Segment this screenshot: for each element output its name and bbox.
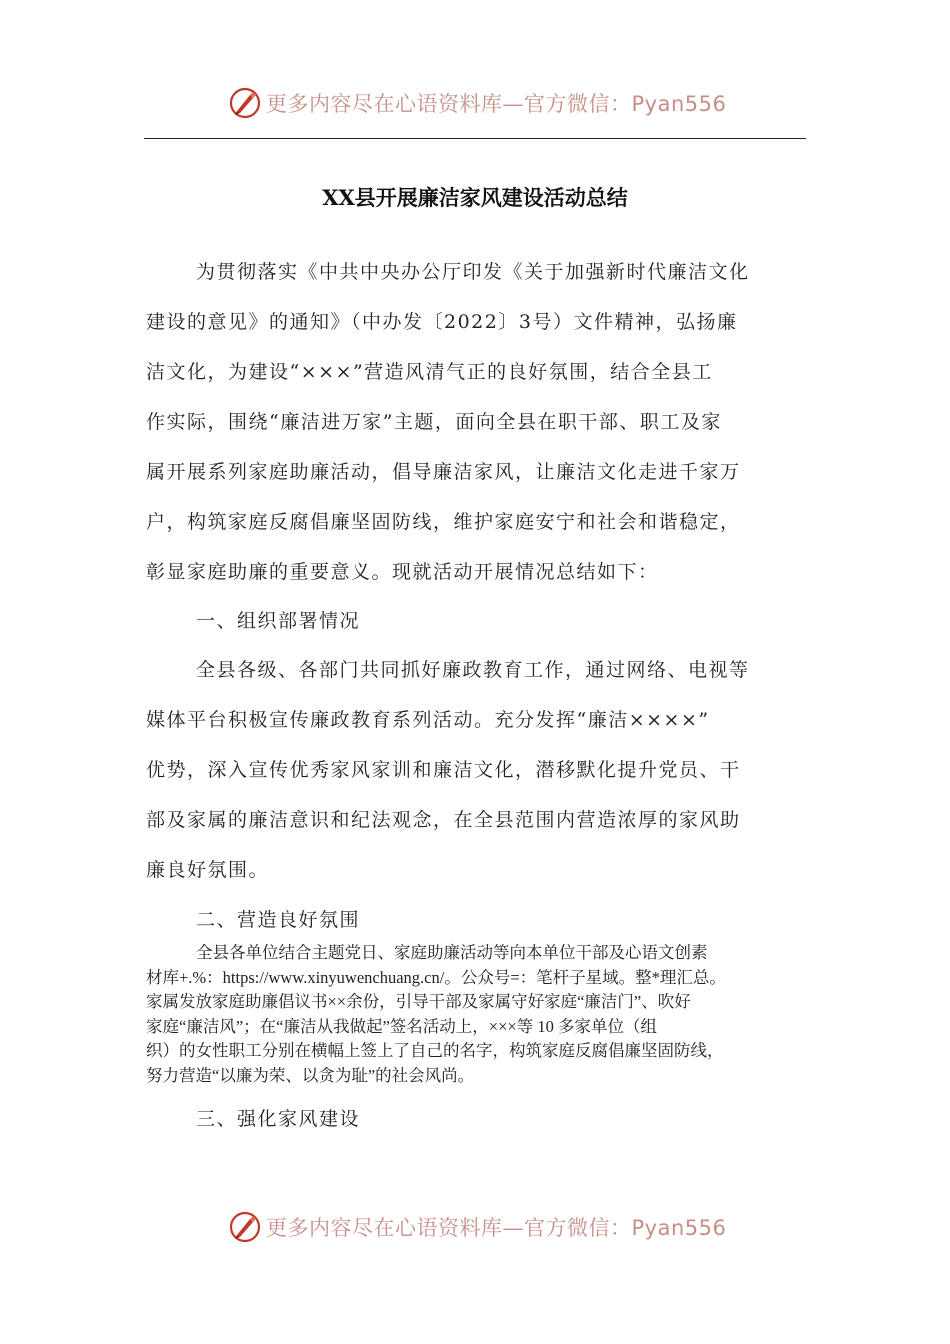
document-title: XX县开展廉洁家风建设活动总结 — [322, 185, 628, 210]
banner-text — [266, 1212, 726, 1242]
paragraph-line: 廉良好氛围。 — [146, 859, 270, 881]
paragraph-line: 作实际，围绕“廉洁进万家”主题，面向全县在职干部、职工及家 — [146, 411, 722, 433]
paragraph-line: 户，构筑家庭反腐倡廉坚固防线，维护家庭安宁和社会和谐稳定， — [146, 511, 741, 533]
banner-text — [266, 88, 726, 118]
paragraph-line: 优势，深入宣传优秀家风家训和廉洁文化，潜移默化提升党员、干 — [146, 759, 741, 781]
paragraph-line: 努力营造“以廉为荣、以贪为耻”的社会风尚。 — [146, 1065, 475, 1085]
paragraph-line: 为贯彻落实《中共中央办公厅印发《关于加强新时代廉洁文化 — [196, 261, 750, 283]
paragraph-line: 家属发放家庭助廉倡议书××余份，引导干部及家属守好家庭“廉洁门”、吹好 — [146, 992, 691, 1011]
banner-slogan: 更多内容尽在心语资料库—官方微信： — [266, 92, 632, 116]
paragraph-line: 全县各级、各部门共同抓好廉政教育工作，通过网络、电视等 — [196, 659, 750, 681]
intro-paragraph — [146, 247, 806, 597]
header-banner — [0, 84, 950, 124]
paragraph-line: 建设的意见》的通知》（中办发〔2022〕3号）文件精神，弘扬廉 — [146, 311, 738, 333]
paragraph-line: 部及家属的廉洁意识和纪法观念，在全县范围内营造浓厚的家风助 — [146, 809, 741, 831]
paragraph-line: 洁文化，为建设“×××”营造风清气正的良好氛围，结合全县工 — [146, 361, 713, 383]
paragraph-line: 属开展系列家庭助廉活动，倡导廉洁家风，让廉洁文化走进千家万 — [146, 461, 741, 483]
paragraph-line: 织）的女性职工分别在横幅上签上了自己的名字，构筑家庭反腐倡廉坚固防线， — [146, 1041, 724, 1060]
pen-logo-icon — [228, 86, 262, 120]
pen-logo-icon — [228, 1210, 262, 1244]
section-heading-1: 一、组织部署情况 — [196, 610, 361, 632]
section-heading-3: 三、强化家风建设 — [196, 1108, 361, 1130]
paragraph-line: 全县各单位结合主题党日、家庭助廉活动等向本单位干部及心语文创素 — [196, 943, 708, 962]
banner-wechat-id: Pyan556 — [631, 92, 727, 116]
section2-paragraph — [146, 941, 811, 1088]
paragraph-line: 彰显家庭助廉的重要意义。现就活动开展情况总结如下： — [146, 561, 659, 583]
paragraph-line: 家庭“廉洁风”；在“廉洁从我做起”签名活动上，×××等 10 多家单位（组 — [146, 1016, 657, 1036]
section-heading-2: 二、营造良好氛围 — [196, 909, 361, 931]
paragraph-line: 材库+.%：https://www.xinyuwenchuang.cn/。公众号=：笔杆子星域。整*理汇总。 — [146, 967, 726, 987]
banner-slogan: 更多内容尽在心语资料库—官方微信： — [266, 1216, 632, 1240]
footer-banner — [0, 1208, 950, 1248]
header-divider — [144, 138, 806, 139]
section1-paragraph — [146, 645, 806, 895]
banner-wechat-id: Pyan556 — [631, 1216, 727, 1240]
paragraph-line: 媒体平台积极宣传廉政教育系列活动。充分发挥“廉洁××××” — [146, 709, 710, 731]
